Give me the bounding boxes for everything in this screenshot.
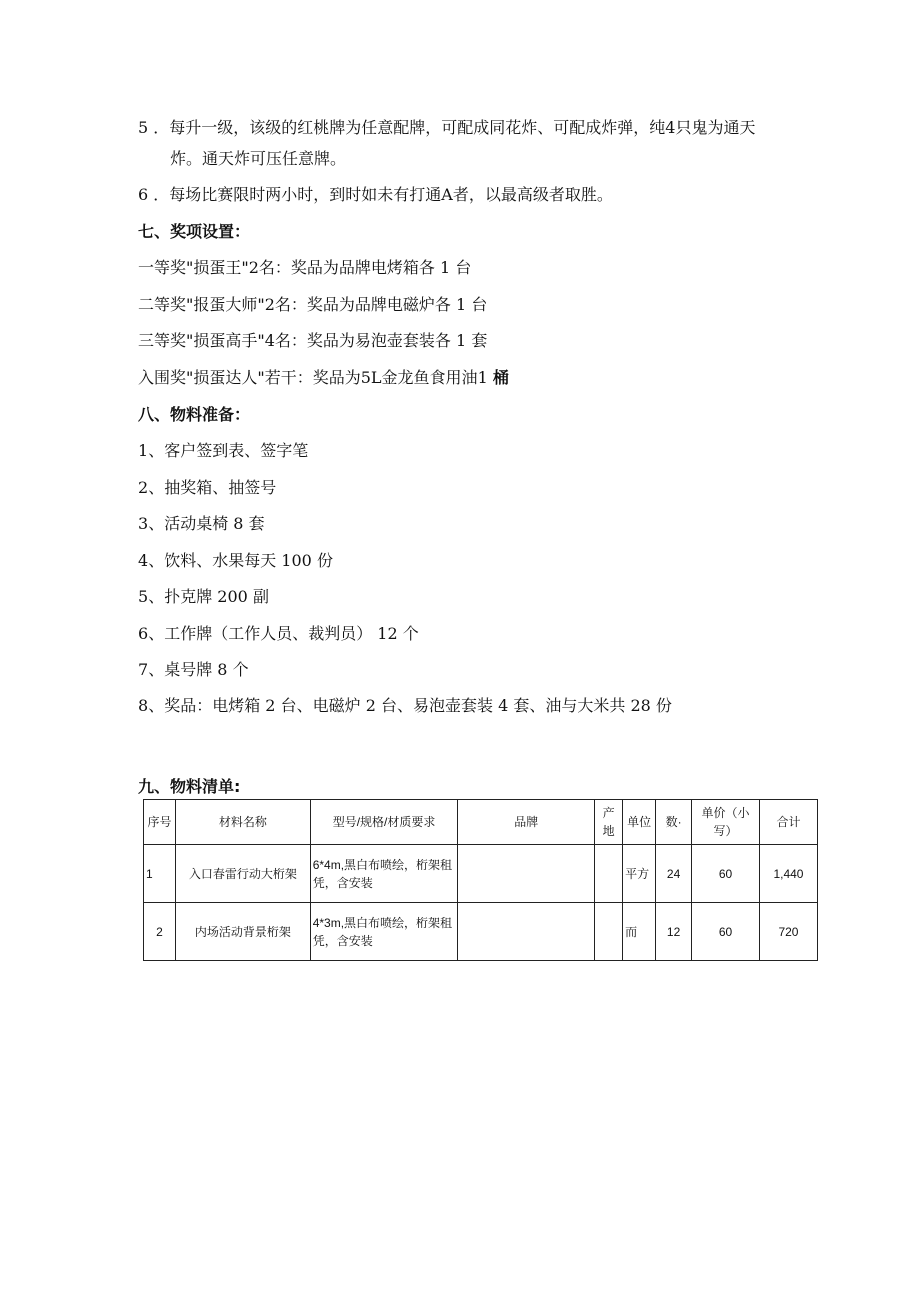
rule-text: ．每场比赛限时两小时，到时如未有打通 <box>153 185 442 204</box>
header-unit: 单位 <box>623 800 656 845</box>
prize-qty: 1 <box>456 295 467 314</box>
rule-6 <box>138 185 613 205</box>
item-qty: 2 <box>265 696 276 715</box>
prize-qty: 1 <box>477 368 488 387</box>
prize-name: 入围奖"损蛋达人"若干：奖品为 <box>138 368 361 387</box>
cell-origin <box>595 845 623 903</box>
rule-text-tail: 者，以最高级者取胜。 <box>452 185 613 204</box>
prize-name: 一等奖"损蛋王" <box>138 258 249 277</box>
prize-name: 三等奖"损蛋高手" <box>138 331 265 350</box>
cell-price: 60 <box>692 845 760 903</box>
item-qty: 28 <box>630 696 651 715</box>
prize-second <box>138 295 487 315</box>
header-total: 合计 <box>759 800 817 845</box>
item-text: 、扑克牌 <box>148 587 213 606</box>
header-spec: 型号/规格/材质要求 <box>310 800 458 845</box>
item-unit: 台、易泡壶套装 <box>380 696 493 715</box>
item-text: 、奖品：电烤箱 <box>148 696 261 715</box>
prize-count: 2 <box>264 295 275 314</box>
material-list-table <box>143 799 818 961</box>
item-number: 8 <box>138 696 149 715</box>
rule-5 <box>138 118 756 138</box>
prize-unit: 台 <box>455 258 472 277</box>
item-qty: 200 <box>217 587 248 606</box>
prize-third <box>138 331 487 351</box>
item-qty: 4 <box>498 696 509 715</box>
section-8-title: 八、物料准备： <box>138 405 251 424</box>
table-header-row <box>144 800 818 845</box>
prize-unit: 套 <box>471 331 488 350</box>
material-item <box>138 551 333 571</box>
cell-seq: 1 <box>144 845 176 903</box>
prize-count: 5L <box>360 368 382 387</box>
material-item <box>138 660 249 680</box>
item-number: 3 <box>138 514 149 533</box>
header-brand: 品牌 <box>458 800 595 845</box>
cell-brand <box>458 845 595 903</box>
prize-first <box>138 258 471 278</box>
cell-spec: 6*4m,黑白布喷绘，桁架租凭，含安装 <box>310 845 458 903</box>
item-qty: 8 <box>233 514 244 533</box>
material-item <box>138 478 276 498</box>
cell-origin <box>595 903 623 961</box>
item-unit: 套 <box>248 514 265 533</box>
item-unit: 副 <box>252 587 269 606</box>
material-item <box>138 514 265 534</box>
prize-desc: 金龙鱼食用油 <box>381 368 478 387</box>
item-text: 、工作牌（工作人员、裁判员） <box>148 624 373 643</box>
item-unit: 台、电磁炉 <box>280 696 361 715</box>
item-unit: 份 <box>655 696 672 715</box>
item-number: 2 <box>138 478 149 497</box>
prize-desc: 名：奖品为易泡壶套装各 <box>274 331 451 350</box>
item-unit: 套、油与大米共 <box>513 696 626 715</box>
prize-unit: 桶 <box>492 368 509 387</box>
rule-number: 5 <box>138 118 149 137</box>
rule-number: 6 <box>138 185 149 204</box>
item-text: 、客户签到表、签字笔 <box>148 441 309 460</box>
prize-qty: 1 <box>440 258 451 277</box>
rule-letter: A <box>441 185 453 204</box>
header-qty: 数· <box>656 800 692 845</box>
section-9-title: 九、物料清单: <box>138 777 241 796</box>
item-number: 5 <box>138 587 149 606</box>
prize-count: 4 <box>264 331 275 350</box>
rule-text: ．每升一级，该级的红桃牌为任意配牌，可配成同花炸、可配成炸弹，纯 <box>153 118 666 137</box>
item-number: 1 <box>138 441 149 460</box>
item-text: 、抽奖箱、抽签号 <box>148 478 277 497</box>
rule-text-tail: 只鬼为通天 <box>675 118 756 137</box>
material-item <box>138 441 308 461</box>
prize-desc: 名：奖品为品牌电磁炉各 <box>274 295 451 314</box>
item-qty: 2 <box>365 696 376 715</box>
prize-unit: 台 <box>471 295 488 314</box>
item-number: 7 <box>138 660 149 679</box>
cell-name: 内场活动背景桁架 <box>175 903 310 961</box>
material-item <box>138 624 419 644</box>
item-unit: 份 <box>316 551 333 570</box>
section-7-title: 七、奖项设置： <box>138 222 251 241</box>
prize-name: 二等奖"报蛋大师" <box>138 295 265 314</box>
item-number: 6 <box>138 624 149 643</box>
cell-price: 60 <box>692 903 760 961</box>
cell-total: 720 <box>759 903 817 961</box>
item-qty: 100 <box>281 551 312 570</box>
rule-number-inline: 4 <box>665 118 676 137</box>
cell-qty: 24 <box>656 845 692 903</box>
header-seq: 序号 <box>144 800 176 845</box>
header-origin: 产地 <box>595 800 623 845</box>
item-text: 、活动桌椅 <box>148 514 229 533</box>
item-qty: 12 <box>377 624 398 643</box>
prize-count: 2 <box>248 258 259 277</box>
cell-qty: 12 <box>656 903 692 961</box>
material-item <box>138 587 269 607</box>
header-name: 材料名称 <box>175 800 310 845</box>
item-text: 、饮料、水果每天 <box>148 551 277 570</box>
prize-finalist <box>138 368 509 388</box>
cell-spec: 4*3m,黑白布喷绘，桁架租凭，含安装 <box>310 903 458 961</box>
item-number: 4 <box>138 551 149 570</box>
item-text: 、桌号牌 <box>148 660 213 679</box>
rule-5-continued: 炸。通天炸可压任意牌。 <box>170 149 347 168</box>
table-row <box>144 845 818 903</box>
item-unit: 个 <box>232 660 249 679</box>
cell-unit: 平方 <box>623 845 656 903</box>
cell-unit: 而 <box>623 903 656 961</box>
cell-seq: 2 <box>144 903 176 961</box>
prize-desc: 名：奖品为品牌电烤箱各 <box>258 258 435 277</box>
cell-total: 1,440 <box>759 845 817 903</box>
header-price: 单价（小写） <box>692 800 760 845</box>
cell-name: 入口春雷行动大桁架 <box>175 845 310 903</box>
prize-qty: 1 <box>456 331 467 350</box>
cell-brand <box>458 903 595 961</box>
item-unit: 个 <box>402 624 419 643</box>
material-item <box>138 696 672 716</box>
table-row <box>144 903 818 961</box>
item-qty: 8 <box>217 660 228 679</box>
